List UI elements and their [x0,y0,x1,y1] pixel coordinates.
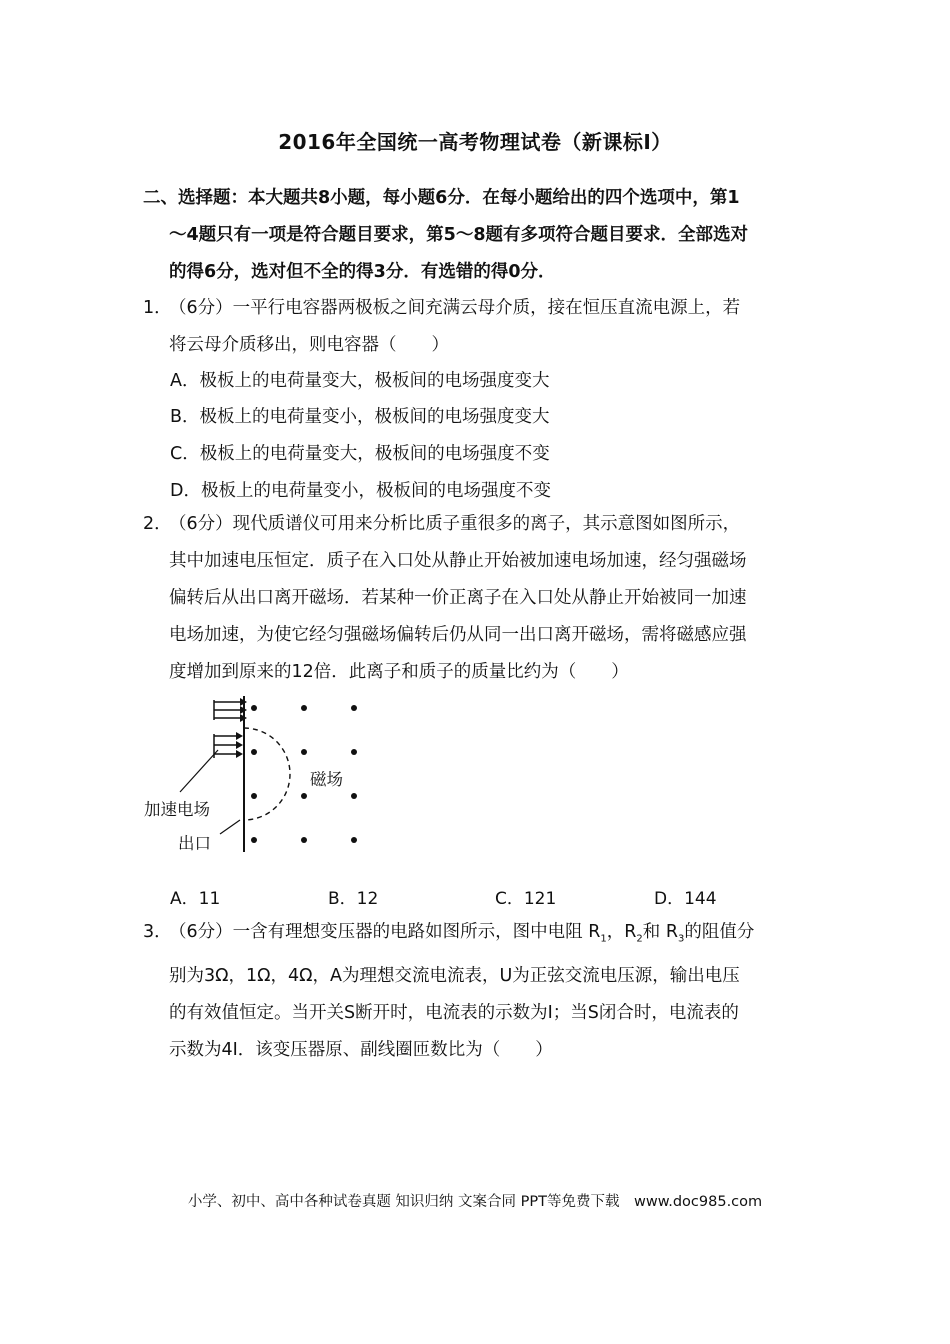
option-c: C．极板上的电荷量变大，极板间的电场强度不变 [170,444,550,464]
mass-spectrometer-figure [140,692,380,857]
page-footer: 小学、初中、高中各种试卷真题 知识归纳 文案合同 PPT等免费下载 www.doc985.com [187,1194,763,1210]
option-d: D．极板上的电荷量变小，极板间的电场强度不变 [170,481,551,501]
question-number: 1． [143,298,172,318]
text-fragment: 和 R [642,922,679,942]
question-line: 将云母介质移出，则电容器（ ） [169,335,449,355]
exit-label: 出口 [178,834,211,853]
option-a: A．11 [170,889,221,909]
accel-field-label: 加速电场 [144,800,210,819]
question-2 [143,506,823,691]
question-line [169,922,755,945]
question-line: 其中加速电压恒定．质子在入口处从静止开始被加速电场加速，经匀强磁场 [169,551,747,571]
question-line: 电场加速，为使它经匀强磁场偏转后仍从同一出口离开磁场，需将磁感应强 [169,625,747,645]
question-line: 偏转后从出口离开磁场．若某种一价正离子在入口处从静止开始被同一加速 [169,588,747,608]
section-line-2: ～4题只有一项是符合题目要求，第5～8题有多项符合题目要求．全部选对 [169,225,749,245]
subscript: 1 [600,933,607,945]
subscript: 2 [636,933,643,945]
text-fragment: （6分）一含有理想变压器的电路如图所示，图中电阻 R [169,922,601,942]
section-instructions [143,180,813,291]
section-line-1: 二、选择题：本大题共8小题，每小题6分．在每小题给出的四个选项中，第1 [143,188,740,208]
accel-leader-line [180,750,218,792]
magnetic-field-label: 磁场 [310,770,343,789]
text-fragment: 的阻值分 [684,922,755,942]
option-a: A．极板上的电荷量变大，极板间的电场强度变大 [170,371,550,391]
option-b: B．12 [328,889,379,909]
field-arrows-bottom [214,734,236,758]
question-line: 的有效值恒定。当开关S断开时，电流表的示数为I；当S闭合时，电流表的 [169,1002,739,1023]
field-arrows-top [214,700,240,720]
exit-leader-line [220,820,240,834]
question-line: 示数为4I．该变压器原、副线圈匝数比为（ ） [169,1039,553,1060]
option-b: B．极板上的电荷量变小，极板间的电场强度变大 [170,407,550,427]
question-line: （6分）现代质谱仪可用来分析比质子重很多的离子，其示意图如图所示， [169,514,741,534]
question-line: 度增加到原来的12倍．此离子和质子的质量比约为（ ） [169,662,629,682]
option-c: C．121 [495,889,557,909]
page-title: 2016年全国统一高考物理试卷（新课标I） [278,130,672,154]
question-line: （6分）一平行电容器两极板之间充满云母介质，接在恒压直流电源上，若 [169,298,741,318]
subscript: 3 [678,933,685,945]
text-fragment: ，R [606,922,637,942]
question-line: 别为3Ω，1Ω，4Ω，A为理想交流电流表，U为正弦交流电压源，输出电压 [169,965,740,986]
figure-diagram [140,692,380,857]
question-1 [143,290,823,364]
question-number: 3． [143,922,172,942]
section-line-3: 的得6分，选对但不全的得3分．有选错的得0分． [169,262,556,282]
question-3 [143,914,823,1069]
question-number: 2． [143,514,172,534]
option-d: D．144 [654,889,717,909]
ion-path [244,728,290,820]
